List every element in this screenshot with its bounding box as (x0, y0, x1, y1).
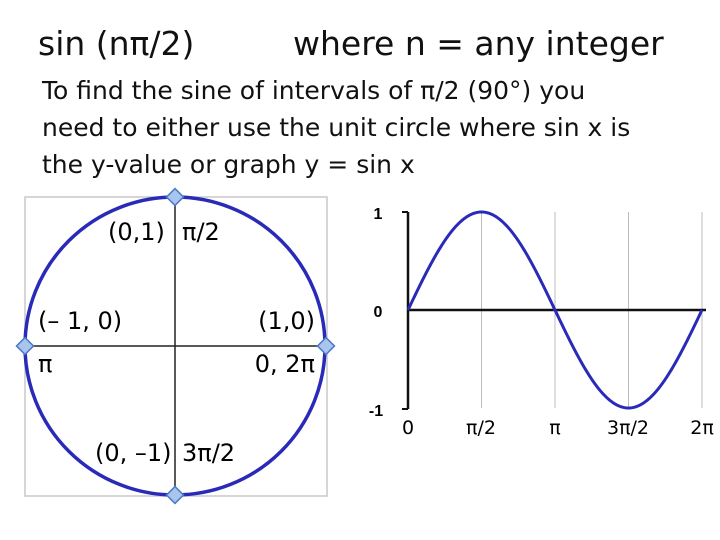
label-top-point: (0,1) (108, 218, 165, 246)
point-bottom-marker[interactable] (167, 487, 184, 504)
intro-line-2: need to either use the unit circle where sin x is (42, 113, 631, 142)
label-bottom-point: (0, –1) (95, 439, 172, 467)
label-left-point: (– 1, 0) (38, 307, 123, 335)
y-tick-label-neg1: -1 (368, 403, 384, 420)
title-left: sin (nπ/2) (38, 24, 195, 63)
y-tick-label-1: 1 (373, 206, 383, 223)
label-right-point: (1,0) (258, 307, 315, 335)
sine-graph (369, 206, 714, 439)
x-tick-label-pi: π (549, 417, 561, 439)
label-bottom-angle: 3π/2 (182, 439, 236, 467)
point-right-marker[interactable] (318, 338, 335, 355)
x-tick-label-3pi-over-2: 3π/2 (606, 417, 650, 439)
label-left-angle: π (38, 350, 53, 378)
title-right: where n = any integer (293, 24, 664, 63)
unit-circle-diagram (17, 189, 335, 504)
intro-line-3: the y-value or graph y = sin x (42, 150, 415, 179)
intro-line-1: To find the sine of intervals of π/2 (90°) you (42, 76, 586, 105)
x-tick-label-0: 0 (401, 417, 415, 439)
label-top-angle: π/2 (182, 218, 220, 246)
label-right-angle: 0, 2π (254, 350, 315, 378)
y-tick-label-0: 0 (373, 304, 383, 321)
x-tick-label-pi-over-2: π/2 (466, 417, 496, 439)
point-top-marker[interactable] (167, 189, 184, 206)
x-tick-label-2pi: 2π (690, 417, 714, 439)
point-left-marker[interactable] (17, 338, 34, 355)
